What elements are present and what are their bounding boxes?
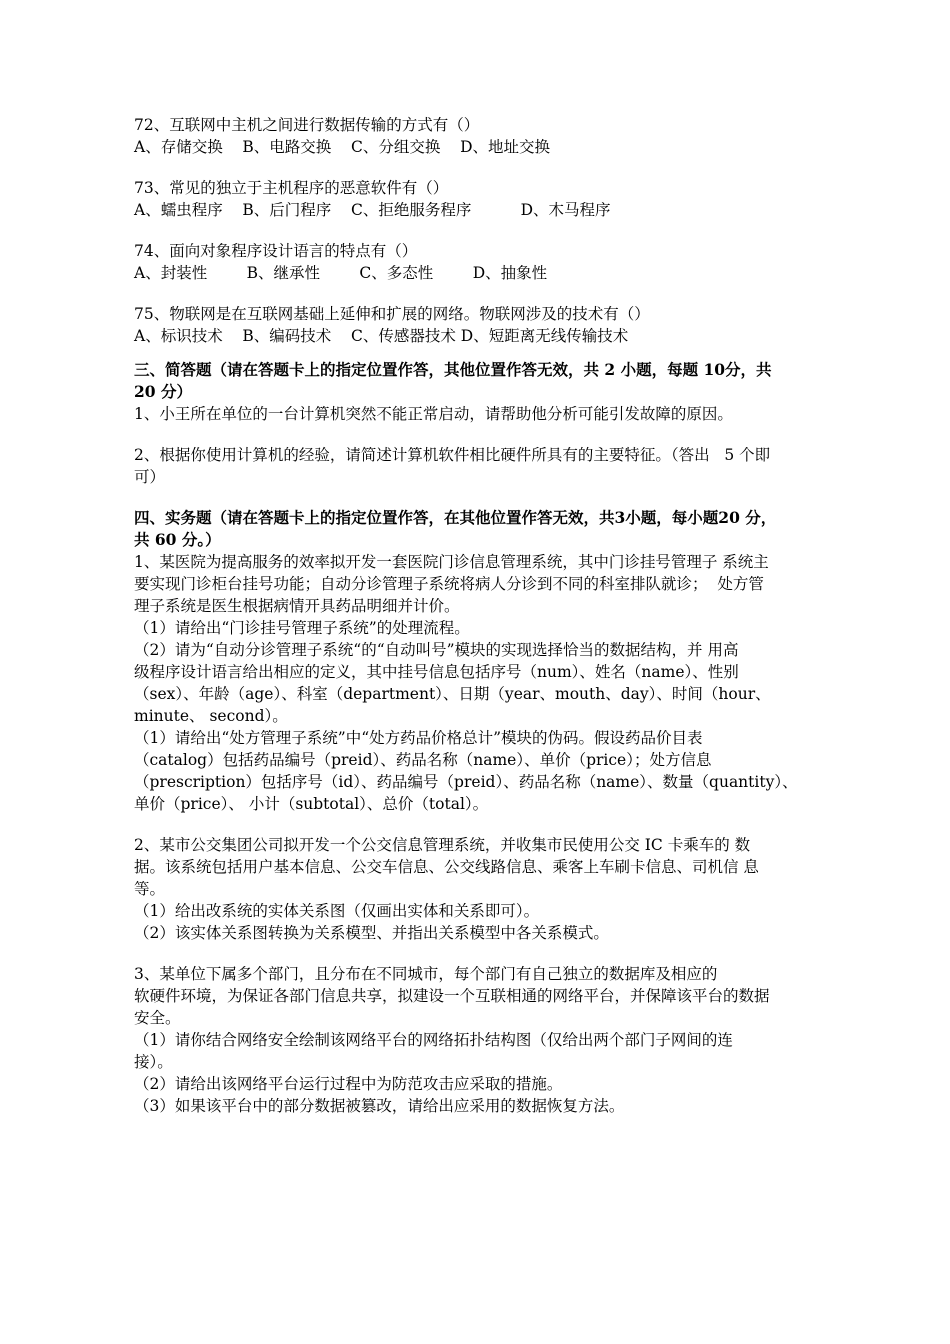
question-line: 单价（price）、 小计（subtotal）、总价（total）。 — [134, 795, 489, 813]
question-text: 73、常见的独立于主机程序的恶意软件有（） — [134, 179, 449, 197]
question-text: 72、互联网中主机之间进行数据传输的方式有（） — [134, 116, 480, 134]
section-short-answer — [134, 359, 824, 488]
question-line: （1）请给出“处方管理子系统”中“处方药品价格总计”模块的伪码。假设药品价目表 — [134, 729, 703, 747]
question-line: （prescription）包括序号（id）、药品编号（preid）、药品名称（name）、数量（quantity）、 — [134, 773, 798, 791]
short-question-2-cont: 可） — [134, 468, 166, 486]
question-73 — [134, 177, 824, 221]
question-line: （3）如果该平台中的部分数据被篡改，请给出应采用的数据恢复方法。 — [134, 1097, 625, 1115]
practical-question-1 — [134, 551, 824, 815]
question-74 — [134, 240, 824, 284]
section-heading-cont: 20 分） — [134, 382, 192, 401]
question-options: A、存储交换 B、电路交换 C、分组交换 D、地址交换 — [134, 138, 550, 156]
question-line: （1）请你结合网络安全绘制该网络平台的网络拓扑结构图（仅给出两个部门子网间的连 — [134, 1031, 733, 1049]
question-options: A、蠕虫程序 B、后门程序 C、拒绝服务程序 D、木马程序 — [134, 201, 611, 219]
question-72 — [134, 114, 824, 158]
question-text: 75、物联网是在互联网基础上延伸和扩展的网络。物联网涉及的技术有（） — [134, 305, 650, 323]
question-line: （2）该实体关系图转换为关系模型、并指出关系模型中各关系模式。 — [134, 924, 609, 942]
practical-question-3 — [134, 963, 824, 1117]
question-line: （2）请为“自动分诊管理子系统“的“自动叫号”模块的实现选择恰当的数据结构，并 用高 — [134, 641, 739, 659]
question-line: 2、某市公交集团公司拟开发一个公交信息管理系统，并收集市民使用公交 IC 卡乘车的 数 — [134, 836, 751, 854]
short-question-1: 1、小王所在单位的一台计算机突然不能正常启动，请帮助他分析可能引发故障的原因。 — [134, 405, 733, 423]
question-line: minute、 second）。 — [134, 707, 288, 725]
question-line: （2）请给出该网络平台运行过程中为防范攻击应采取的措施。 — [134, 1075, 563, 1093]
question-line: 据。该系统包括用户基本信息、公交车信息、公交线路信息、乘客上车刷卡信息、司机信 息 — [134, 858, 759, 876]
question-line: 等。 — [134, 880, 166, 898]
question-text: 74、面向对象程序设计语言的特点有（） — [134, 242, 418, 260]
question-line: 接）。 — [134, 1053, 173, 1071]
question-line: 1、某医院为提高服务的效率拟开发一套医院门诊信息管理系统，其中门诊挂号管理子 系统主 — [134, 553, 769, 571]
question-line: 要实现门诊柜台挂号功能；自动分诊管理子系统将病人分诊到不同的科室排队就诊； 处方管 — [134, 575, 764, 593]
exam-page — [134, 114, 824, 1117]
practical-question-2 — [134, 834, 824, 944]
question-line: （1）给出改系统的实体关系图（仅画出实体和关系即可）。 — [134, 902, 540, 920]
question-line: 理子系统是医生根据病情开具药品明细并计价。 — [134, 597, 460, 615]
question-options: A、标识技术 B、编码技术 C、传感器技术 D、短距离无线传输技术 — [134, 327, 629, 345]
short-question-2: 2、根据你使用计算机的经验，请简述计算机软件相比硬件所具有的主要特征。（答出 5 个即 — [134, 446, 771, 464]
section-heading-cont: 共 60 分。） — [134, 530, 221, 549]
section-practical — [134, 507, 824, 1117]
question-line: 软硬件环境，为保证各部门信息共享，拟建设一个互联相通的网络平台，并保障该平台的数据 — [134, 987, 770, 1005]
question-line: 级程序设计语言给出相应的定义，其中挂号信息包括序号（num）、姓名（name）、性别 — [134, 663, 739, 681]
section-heading: 三、简答题（请在答题卡上的指定位置作答，其他位置作答无效，共 2 小题，每题 10分，共 — [134, 360, 772, 379]
question-line: 3、某单位下属多个部门，且分布在不同城市，每个部门有自己独立的数据库及相应的 — [134, 965, 718, 983]
question-line: （sex）、年龄（age）、科室（department）、日期（year、mouth、day）、时间（hour、 — [134, 685, 771, 703]
question-line: （catalog）包括药品编号（preid）、药品名称（name）、单价（price）；处方信息 — [134, 751, 712, 769]
question-options: A、封装性 B、继承性 C、多态性 D、抽象性 — [134, 264, 548, 282]
question-75 — [134, 303, 824, 347]
section-heading: 四、实务题（请在答题卡上的指定位置作答，在其他位置作答无效，共3小题，每小题20 分， — [134, 508, 777, 527]
question-line: 安全。 — [134, 1009, 181, 1027]
question-line: （1）请给出“门诊挂号管理子系统”的处理流程。 — [134, 619, 470, 637]
